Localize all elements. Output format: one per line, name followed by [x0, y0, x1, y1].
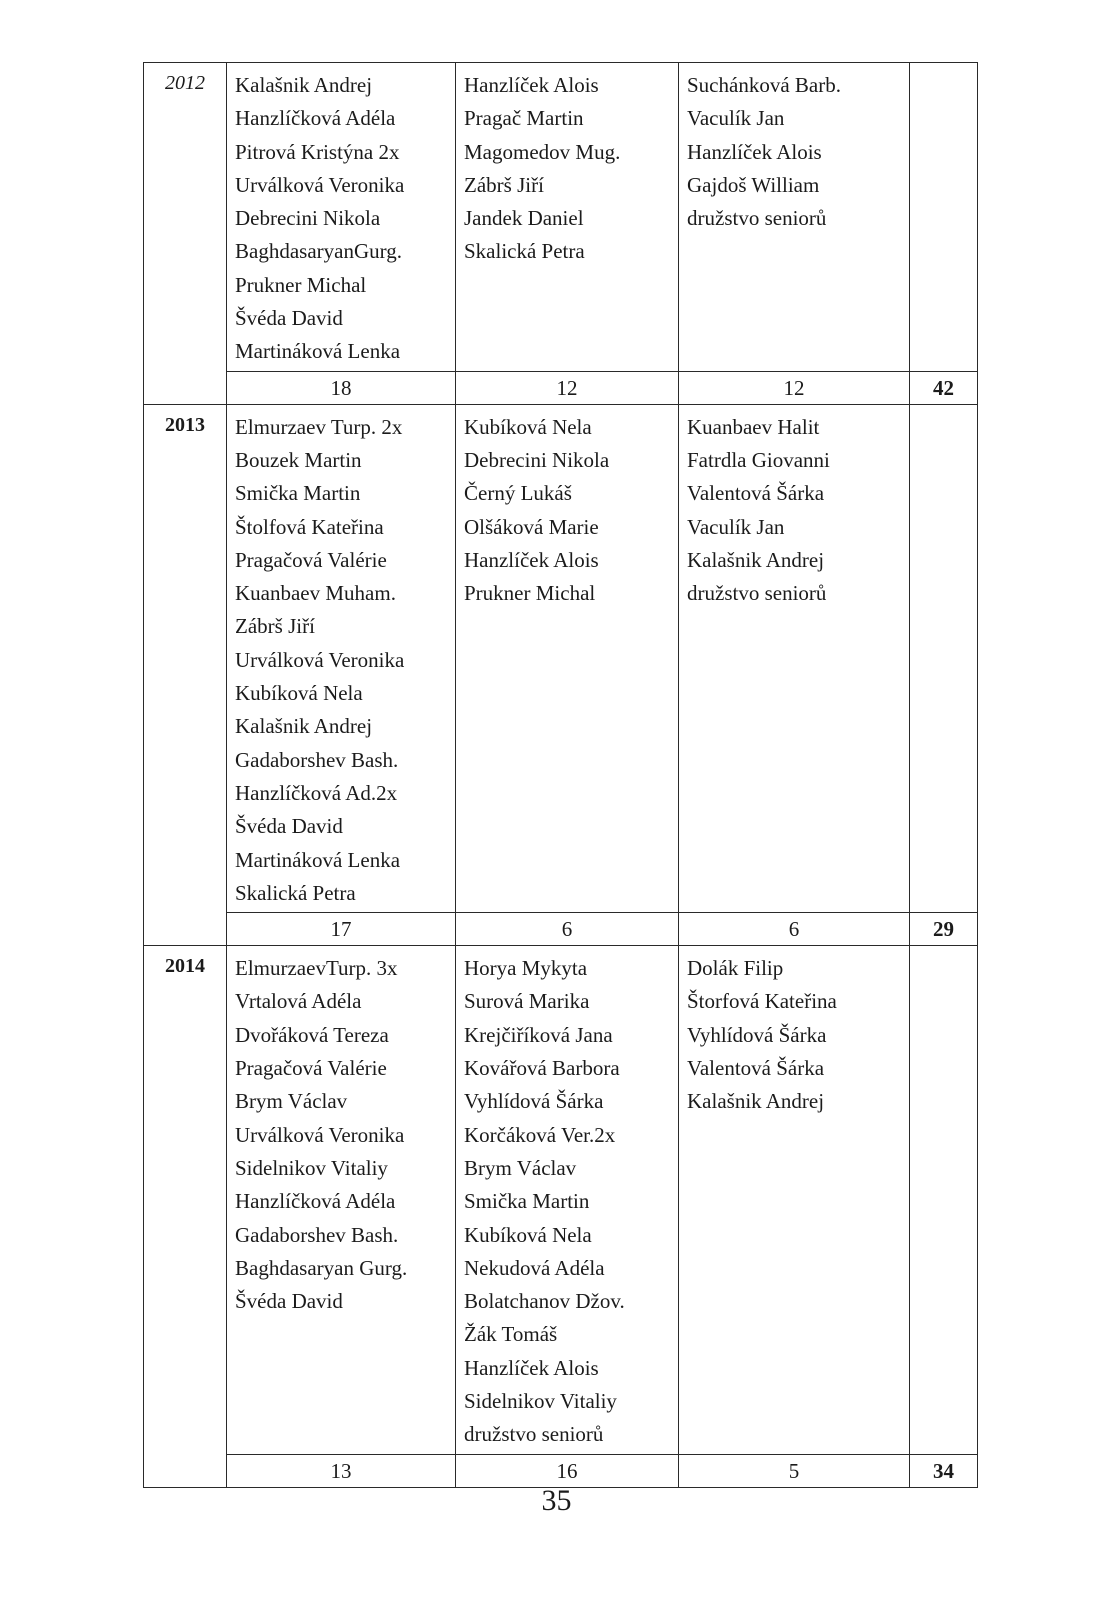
medalist-name: BaghdasaryanGurg. — [235, 239, 402, 264]
medalist-name: Zábrš Jiří — [464, 172, 544, 197]
silver-names — [456, 946, 679, 1454]
medalist-name: Gadaborshev Bash. — [235, 1222, 399, 1247]
medalist-name: Suchánková Barb. — [687, 73, 841, 97]
gold-names — [227, 63, 456, 372]
silver-count: 12 — [456, 371, 679, 404]
total-blank — [910, 404, 978, 912]
year-total: 42 — [910, 371, 978, 404]
medalist-name: Hanzlíčková Adéla — [235, 1189, 396, 1214]
medalist-name: Hanzlíček Alois — [464, 1355, 599, 1380]
year-total: 34 — [910, 1454, 978, 1487]
gold-count: 17 — [227, 913, 456, 946]
year-label: 2013 — [144, 404, 227, 945]
medalist-name: Brym Václav — [464, 1155, 577, 1180]
medalist-name: Pitrová Kristýna 2x — [235, 139, 400, 164]
medalist-name: Kalašnik Andrej — [235, 714, 373, 739]
medalist-name: Martináková Lenka — [235, 339, 401, 364]
gold-count: 13 — [227, 1454, 456, 1487]
medalist-name: Štorfová Kateřina — [687, 989, 837, 1014]
medalist-name: Pragačová Valérie — [235, 547, 387, 572]
silver-count: 16 — [456, 1454, 679, 1487]
medalist-name: Korčáková Ver.2x — [464, 1122, 616, 1147]
medalist-name: družstvo seniorů — [687, 206, 827, 231]
year-label: 2012 — [144, 63, 227, 405]
medalist-name: Vaculík Jan — [687, 514, 785, 539]
medalist-name: Martináková Lenka — [235, 847, 401, 872]
medalist-name: Kalašnik Andrej — [687, 1089, 825, 1114]
year-row-2014 — [144, 946, 978, 1454]
total-blank — [910, 946, 978, 1454]
gold-names — [227, 404, 456, 912]
medalist-name: Urválková Veronika — [235, 1122, 405, 1147]
medalist-name: Bouzek Martin — [235, 447, 362, 472]
medalist-name: ElmurzaevTurp. 3x — [235, 956, 398, 981]
medalist-name: Vyhlídová Šárka — [687, 1022, 827, 1047]
count-row-2012 — [144, 371, 978, 404]
bronze-count: 6 — [679, 913, 910, 946]
year-label: 2014 — [144, 946, 227, 1487]
count-row-2014 — [144, 1454, 978, 1487]
bronze-count: 12 — [679, 371, 910, 404]
medalist-name: Vrtalová Adéla — [235, 989, 362, 1014]
medalist-name: Hanzlíčková Adéla — [235, 106, 396, 131]
medalist-name: Brym Václav — [235, 1089, 348, 1114]
medalist-name: Urválková Veronika — [235, 172, 405, 197]
medalist-name: Švéda David — [235, 1289, 343, 1314]
medalist-name: Pragač Martin — [464, 106, 584, 131]
medalist-name: Dolák Filip — [687, 956, 784, 981]
medalist-name: Kubíková Nela — [235, 681, 363, 706]
medalist-name: Skalická Petra — [235, 880, 356, 905]
medalist-name: Štolfová Kateřina — [235, 514, 384, 539]
medalist-name: Elmurzaev Turp. 2x — [235, 414, 403, 439]
medalist-name: Gadaborshev Bash. — [235, 747, 399, 772]
medalist-name: Urválková Veronika — [235, 647, 405, 672]
medalist-name: Dvořáková Tereza — [235, 1022, 389, 1047]
medalist-name: Jandek Daniel — [464, 206, 584, 231]
medalist-name: Vyhlídová Šárka — [464, 1089, 604, 1114]
medalist-name: Švéda David — [235, 814, 343, 839]
medalist-name: Debrecini Nikola — [235, 206, 381, 231]
silver-count: 6 — [456, 913, 679, 946]
medalist-name: družstvo seniorů — [464, 1422, 604, 1447]
medalist-name: Vaculík Jan — [687, 106, 785, 131]
medalist-name: Černý Lukáš — [464, 481, 572, 506]
medalist-name: Švéda David — [235, 306, 343, 331]
bronze-names — [679, 63, 910, 372]
medalist-name: Kuanbaev Halit — [687, 414, 820, 439]
medalist-name: Valentová Šárka — [687, 481, 825, 506]
bronze-names — [679, 946, 910, 1454]
medalist-name: Olšáková Marie — [464, 514, 599, 539]
page-number: 35 — [541, 1484, 572, 1517]
medalist-name: Horya Mykyta — [464, 956, 588, 981]
medalist-name: Magomedov Mug. — [464, 139, 621, 164]
medalist-name: Surová Marika — [464, 989, 590, 1014]
medalist-name: Hanzlíček Alois — [464, 73, 599, 97]
year-total: 29 — [910, 913, 978, 946]
medalist-name: Bolatchanov Džov. — [464, 1289, 625, 1314]
bronze-names — [679, 404, 910, 912]
medalist-name: Skalická Petra — [464, 239, 585, 264]
medalist-name: Valentová Šárka — [687, 1056, 825, 1081]
year-row-2013 — [144, 404, 978, 912]
medalist-name: Prukner Michal — [235, 272, 367, 297]
medalist-name: Sidelnikov Vitaliy — [464, 1388, 617, 1413]
silver-names — [456, 404, 679, 912]
medalist-name: Smička Martin — [235, 481, 361, 506]
medalist-name: Sidelnikov Vitaliy — [235, 1155, 388, 1180]
medalist-name: Kovářová Barbora — [464, 1056, 620, 1081]
medalist-name: Debrecini Nikola — [464, 447, 610, 472]
medalist-name: Kalašnik Andrej — [687, 547, 825, 572]
silver-names — [456, 63, 679, 372]
count-row-2013 — [144, 913, 978, 946]
medalist-name: Žák Tomáš — [464, 1322, 558, 1347]
medalist-name: Hanzlíček Alois — [687, 139, 822, 164]
medalist-name: Pragačová Valérie — [235, 1056, 387, 1081]
medalist-name: Gajdoš William — [687, 172, 820, 197]
medalist-name: Kuanbaev Muham. — [235, 581, 396, 606]
medalist-name: Zábrš Jiří — [235, 614, 315, 639]
total-blank — [910, 63, 978, 372]
bronze-count: 5 — [679, 1454, 910, 1487]
medalist-name: Hanzlíčková Ad.2x — [235, 780, 398, 805]
medalist-name: Baghdasaryan Gurg. — [235, 1255, 408, 1280]
medalist-name: družstvo seniorů — [687, 581, 827, 606]
medalist-name: Krejčiříková Jana — [464, 1022, 613, 1047]
medal-table — [143, 62, 978, 1488]
medalist-name: Nekudová Adéla — [464, 1255, 605, 1280]
gold-names — [227, 946, 456, 1454]
medalist-name: Fatrdla Giovanni — [687, 447, 830, 472]
medalist-name: Hanzlíček Alois — [464, 547, 599, 572]
medalist-name: Prukner Michal — [464, 581, 596, 606]
gold-count: 18 — [227, 371, 456, 404]
medalist-name: Kalašnik Andrej — [235, 73, 373, 97]
medalist-name: Kubíková Nela — [464, 1222, 592, 1247]
medalist-name: Smička Martin — [464, 1189, 590, 1214]
year-row-2012 — [144, 63, 978, 372]
medalist-name: Kubíková Nela — [464, 414, 592, 439]
